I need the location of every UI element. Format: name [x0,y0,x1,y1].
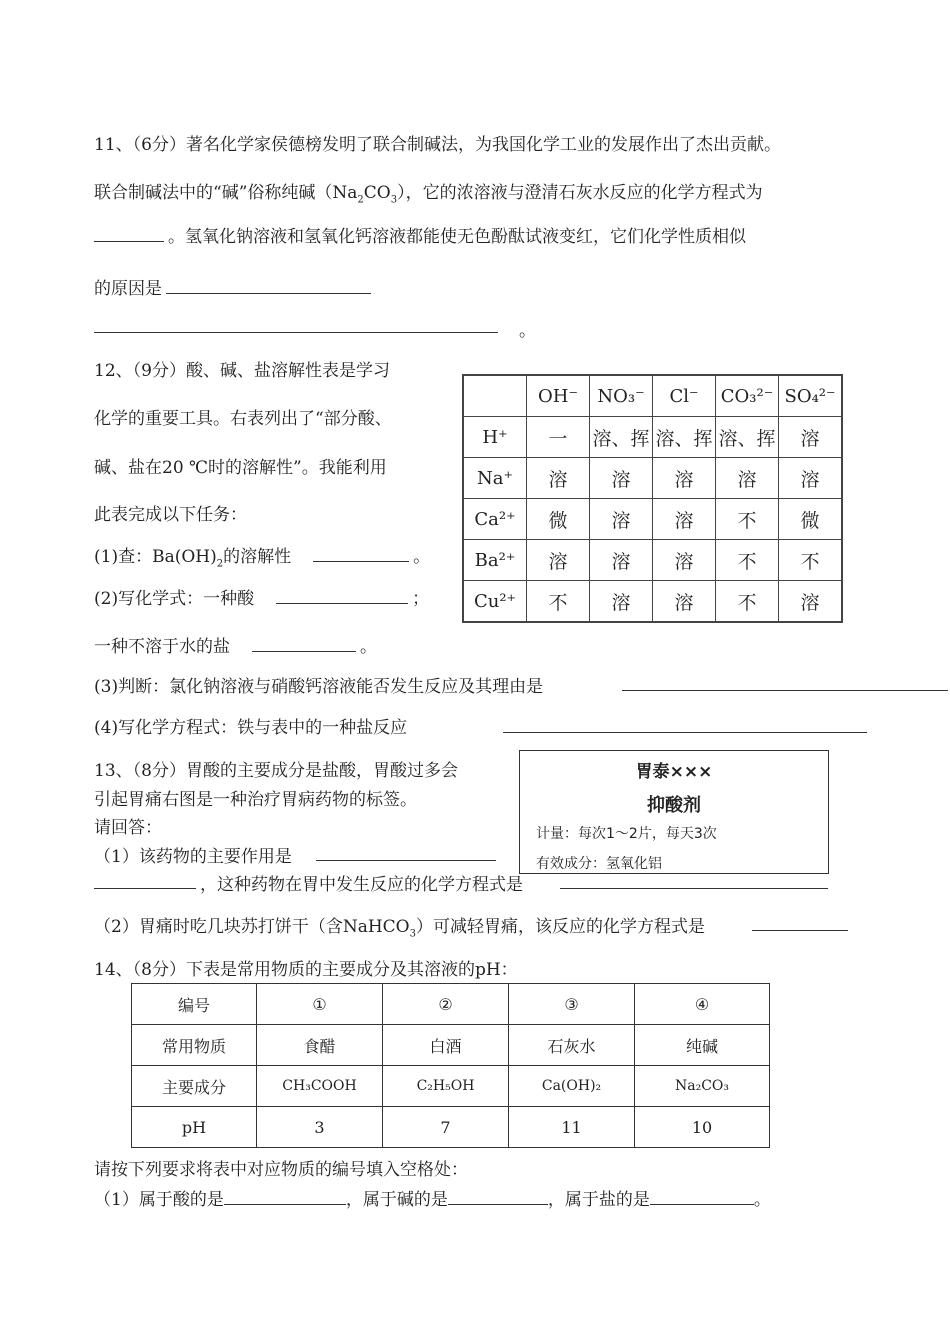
table-header-cell: CO₃²⁻ [716,375,779,417]
q12-line4: 此表完成以下任务： [94,505,247,525]
table-cell: 7 [383,1107,509,1148]
table-cell: 一 [527,417,590,458]
row-header-cell: Cu²⁺ [463,581,527,623]
table-cell: 溶 [779,417,843,458]
q11-line4: 的原因是 [94,274,375,299]
drug-name: 胃泰××× [635,762,713,782]
q12-line3: 碱、盐在20 ℃时的溶解性”。我能利用 [94,458,387,478]
q11-line3: 。氢氧化钠溶液和氢氧化钙溶液都能使无色酚酞试液变红，它们化学性质相似 [94,222,746,247]
q13-line3: 请回答： [94,818,162,838]
table-cell: Ca(OH)₂ [509,1066,635,1107]
table-row [463,458,842,499]
table-cell [463,375,527,417]
table-cell: Na₂CO₃ [635,1066,770,1107]
table-cell: 11 [509,1107,635,1148]
table-cell: 溶 [779,581,843,623]
drug-label [519,750,829,874]
answer-line[interactable] [622,690,948,691]
table-cell: 溶 [653,458,716,499]
q12-part3: (3)判断：氯化钠溶液与硝酸钙溶液能否发生反应及其理由是 [94,677,544,697]
answer-blank[interactable] [448,1203,548,1205]
table-cell: 不 [527,581,590,623]
table-header-cell: NO₃⁻ [590,375,653,417]
table-cell: CH₃COOH [257,1066,383,1107]
table-cell: 石灰水 [509,1025,635,1066]
table-row [463,581,842,623]
q13-part1: （1）该药物的主要作用是 [94,847,292,867]
table-cell: 溶 [653,499,716,540]
q12-part2b: 一种不溶于水的盐 。 [94,637,377,657]
table-cell: 溶 [590,540,653,581]
table-cell: 溶 [590,581,653,623]
q14-part1: （1）属于酸的是 ，属于碱的是 ，属于盐的是 。 [94,1190,771,1210]
q11-line2: 联合制碱法中的“碱”俗称纯碱$(Na_2CO_3)$，它的浓溶液与澄清石灰水反应的化学方程式为 [94,183,763,206]
table-cell: 溶、挥 [716,417,779,458]
table-cell: 食醋 [257,1025,383,1066]
q13-line1: 13、（8分）胃酸的主要成分是盐酸，胃酸过多会 [94,761,458,781]
table-cell: 溶、挥 [590,417,653,458]
q13-part1b: ，这种药物在胃中发生反应的化学方程式是 [200,875,523,895]
table-cell: 溶 [653,540,716,581]
table-cell: 微 [527,499,590,540]
answer-blank[interactable] [313,560,409,562]
q11-line1: 11、（6分）著名化学家侯德榜发明了联合制碱法，为我国化学工业的发展作出了杰出贡献。 [94,135,781,155]
table-cell: C₂H₅OH [383,1066,509,1107]
answer-line[interactable] [560,888,828,889]
row-header-cell: Na⁺ [463,458,527,499]
table-cell: ③ [509,984,635,1025]
table-cell: 溶 [527,458,590,499]
table-cell: 不 [716,540,779,581]
table-row [463,540,842,581]
row-header-cell: Ba²⁺ [463,540,527,581]
table-cell: 溶 [590,499,653,540]
q14-instruction: 请按下列要求将表中对应物质的编号填入空格处： [94,1160,468,1180]
answer-blank[interactable] [650,1203,754,1205]
table-cell: 常用物质 [132,1025,257,1066]
answer-line[interactable] [752,930,848,931]
q12-part2: (2)写化学式：一种酸 ； [94,589,430,609]
table-cell: 白酒 [383,1025,509,1066]
answer-line[interactable] [316,860,496,861]
table-cell: 不 [716,499,779,540]
q12-part4: (4)写化学方程式：铁与表中的一种盐反应 [94,718,408,738]
table-header-cell: SO₄²⁻ [779,375,843,417]
table-row [132,1107,770,1148]
q12-line2: 化学的重要工具。右表列出了“部分酸、 [94,409,392,429]
table-cell: 溶、挥 [653,417,716,458]
answer-blank[interactable] [94,240,164,242]
table-cell: 溶 [590,458,653,499]
table-cell: 溶 [527,540,590,581]
table-header-cell: OH⁻ [527,375,590,417]
table-header-cell: Cl⁻ [653,375,716,417]
answer-blank[interactable] [252,650,356,652]
table-cell: ② [383,984,509,1025]
table-cell: 10 [635,1107,770,1148]
table-cell: 溶 [653,581,716,623]
table-row [132,984,770,1025]
table-cell: 微 [779,499,843,540]
answer-line[interactable] [503,732,867,733]
answer-line[interactable] [94,888,196,889]
table-cell: ① [257,984,383,1025]
table-cell: 溶 [779,458,843,499]
table-cell: 主要成分 [132,1066,257,1107]
table-cell: 不 [716,581,779,623]
q13-part2: （2）胃痛时吃几块苏打饼干（含NaHCO$_3$）可减轻胃痛，该反应的化学方程式是 [94,917,705,940]
table-row [132,1066,770,1107]
answer-blank[interactable] [224,1203,346,1205]
table-row [463,417,842,458]
answer-blank[interactable] [276,602,408,604]
drug-dose: 计量：每次1～2片，每天3次 [536,826,717,842]
table-cell: pH [132,1107,257,1148]
row-header-cell: Ca²⁺ [463,499,527,540]
q12-part1: (1)查：$Ba(OH)_2$的溶解性 。 [94,547,431,570]
table-cell: 不 [779,540,843,581]
table-row [132,1025,770,1066]
table-cell: ④ [635,984,770,1025]
q14-title: 14、（8分）下表是常用物质的主要成分及其溶液的pH： [94,960,518,980]
table-cell: 编号 [132,984,257,1025]
drug-ingredient: 有效成分：氢氧化铝 [536,856,662,872]
ph-table [131,983,770,1148]
answer-blank[interactable] [166,292,371,294]
drug-type: 抑酸剂 [647,795,701,816]
period: 。 [519,321,536,341]
answer-line[interactable] [94,332,498,333]
q12-line1: 12、（9分）酸、碱、盐溶解性表是学习 [94,361,390,381]
row-header-cell: H⁺ [463,417,527,458]
solubility-table [462,374,843,623]
table-cell: 纯碱 [635,1025,770,1066]
table-row [463,499,842,540]
q13-line2: 引起胃痛右图是一种治疗胃病药物的标签。 [94,790,417,810]
table-cell: 3 [257,1107,383,1148]
table-header-row [463,375,842,417]
table-cell: 溶 [716,458,779,499]
